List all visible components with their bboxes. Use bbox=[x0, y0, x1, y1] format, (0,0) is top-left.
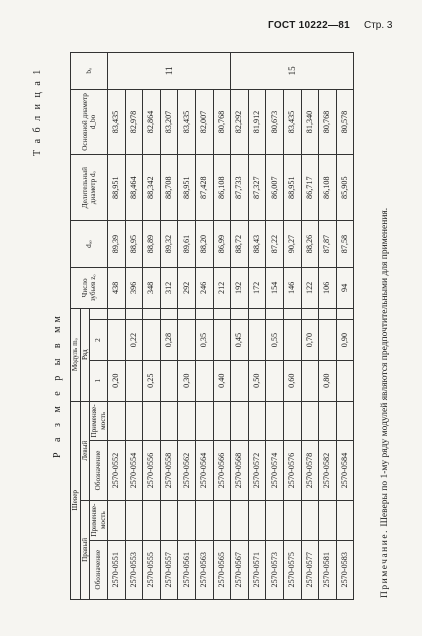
base-diameter-cell: 83,435 bbox=[283, 89, 301, 155]
left-application-cell bbox=[213, 401, 231, 441]
left-designation-cell: 2570-0578 bbox=[301, 441, 319, 500]
right-designation-cell: 2570-0557 bbox=[160, 540, 178, 599]
teeth-count-cell: 438 bbox=[108, 268, 126, 309]
header-module: Модуль mₒ bbox=[71, 308, 81, 401]
module-row-2-cell: 0,70 bbox=[301, 320, 319, 361]
table-row bbox=[319, 53, 337, 600]
right-application-cell bbox=[336, 500, 354, 540]
tip-diameter-cell: 88,72 bbox=[231, 221, 249, 268]
pitch-diameter-cell: 87,327 bbox=[248, 155, 266, 221]
left-application-cell bbox=[160, 401, 178, 441]
base-diameter-cell: 80,768 bbox=[319, 89, 337, 155]
left-designation-cell: 2570-0568 bbox=[231, 441, 249, 500]
header-row: Ряд bbox=[80, 308, 90, 401]
tip-diameter-cell: 88,89 bbox=[143, 221, 161, 268]
module-row-2-cell bbox=[108, 320, 126, 361]
left-designation-cell: 2570-0558 bbox=[160, 441, 178, 500]
base-diameter-cell: 82,007 bbox=[195, 89, 213, 155]
tip-diameter-cell: 87,58 bbox=[336, 221, 354, 268]
module-spacer-cell bbox=[319, 308, 337, 319]
teeth-count-cell: 172 bbox=[248, 268, 266, 309]
left-application-cell bbox=[301, 401, 319, 441]
pitch-diameter-cell: 86,717 bbox=[301, 155, 319, 221]
module-row-1-cell bbox=[195, 360, 213, 401]
right-designation-cell: 2570-0565 bbox=[213, 540, 231, 599]
left-designation-cell: 2570-0554 bbox=[125, 441, 143, 500]
left-application-cell bbox=[178, 401, 196, 441]
module-row-2-cell bbox=[283, 320, 301, 361]
module-row-1-cell: 0,20 bbox=[108, 360, 126, 401]
module-spacer-cell bbox=[283, 308, 301, 319]
module-spacer-cell bbox=[231, 308, 249, 319]
table-row bbox=[178, 53, 196, 600]
left-application-cell bbox=[231, 401, 249, 441]
module-spacer-cell bbox=[195, 308, 213, 319]
bo-cell: 15 bbox=[231, 53, 354, 90]
tip-diameter-cell: 89,39 bbox=[108, 221, 126, 268]
right-application-cell bbox=[266, 500, 284, 540]
tip-diameter-cell: 90,27 bbox=[283, 221, 301, 268]
right-application-cell bbox=[283, 500, 301, 540]
module-row-2-cell bbox=[248, 320, 266, 361]
right-designation-cell: 2570-0573 bbox=[266, 540, 284, 599]
module-row-2-cell: 0,22 bbox=[125, 320, 143, 361]
tip-diameter-cell: 89,61 bbox=[178, 221, 196, 268]
module-row-1-cell: 0,60 bbox=[283, 360, 301, 401]
header-row-1: 1 bbox=[90, 360, 108, 401]
teeth-count-cell: 312 bbox=[160, 268, 178, 309]
module-row-1-cell bbox=[266, 360, 284, 401]
tip-diameter-cell: 88,43 bbox=[248, 221, 266, 268]
right-designation-cell: 2570-0553 bbox=[125, 540, 143, 599]
left-designation-cell: 2570-0574 bbox=[266, 441, 284, 500]
table-row bbox=[143, 53, 161, 600]
table-row bbox=[231, 53, 249, 600]
header-row-spacer bbox=[90, 308, 108, 319]
base-diameter-cell: 82,864 bbox=[143, 89, 161, 155]
table-row bbox=[108, 53, 126, 600]
base-diameter-cell: 82,292 bbox=[231, 89, 249, 155]
pitch-diameter-cell: 88,342 bbox=[143, 155, 161, 221]
left-designation-cell: 2570-0564 bbox=[195, 441, 213, 500]
left-application-cell bbox=[248, 401, 266, 441]
left-designation-cell: 2570-0556 bbox=[143, 441, 161, 500]
right-designation-cell: 2570-0563 bbox=[195, 540, 213, 599]
tip-diameter-cell: 87,22 bbox=[266, 221, 284, 268]
footnote bbox=[380, 208, 390, 598]
table-row bbox=[266, 53, 284, 600]
pitch-diameter-cell: 86,007 bbox=[266, 155, 284, 221]
left-designation-cell: 2570-0566 bbox=[213, 441, 231, 500]
right-application-cell bbox=[160, 500, 178, 540]
right-application-cell bbox=[213, 500, 231, 540]
right-designation-cell: 2570-0551 bbox=[108, 540, 126, 599]
pitch-diameter-cell: 87,428 bbox=[195, 155, 213, 221]
page-number: Стр. 3 bbox=[364, 20, 393, 31]
right-application-cell bbox=[231, 500, 249, 540]
pitch-diameter-cell: 87,733 bbox=[231, 155, 249, 221]
header-left-application: Применяе-мость bbox=[90, 401, 108, 441]
module-row-1-cell: 0,80 bbox=[319, 360, 337, 401]
base-diameter-cell: 81,340 bbox=[301, 89, 319, 155]
tip-diameter-cell: 88,26 bbox=[301, 221, 319, 268]
module-row-2-cell bbox=[319, 320, 337, 361]
left-designation-cell: 2570-0572 bbox=[248, 441, 266, 500]
module-row-2-cell bbox=[143, 320, 161, 361]
base-diameter-cell: 80,578 bbox=[336, 89, 354, 155]
module-row-1-cell: 0,30 bbox=[178, 360, 196, 401]
module-row-1-cell bbox=[336, 360, 354, 401]
module-row-2-cell bbox=[178, 320, 196, 361]
right-application-cell bbox=[143, 500, 161, 540]
teeth-count-cell: 396 bbox=[125, 268, 143, 309]
table-row bbox=[248, 53, 266, 600]
header-left: Левый bbox=[80, 401, 90, 500]
base-diameter-cell: 83,207 bbox=[160, 89, 178, 155]
table-body bbox=[108, 53, 354, 600]
right-designation-cell: 2570-0575 bbox=[283, 540, 301, 599]
header-bo: bₒ bbox=[71, 53, 108, 90]
left-designation-cell: 2570-0552 bbox=[108, 441, 126, 500]
teeth-count-cell: 122 bbox=[301, 268, 319, 309]
table-row bbox=[336, 53, 354, 600]
module-row-2-cell: 0,55 bbox=[266, 320, 284, 361]
base-diameter-cell: 80,768 bbox=[213, 89, 231, 155]
header-right-application: Применяе-мость bbox=[90, 500, 108, 540]
bo-cell: 11 bbox=[108, 53, 231, 90]
pitch-diameter-cell: 88,951 bbox=[283, 155, 301, 221]
header-right-designation: Обозначение bbox=[90, 540, 108, 599]
teeth-count-cell: 94 bbox=[336, 268, 354, 309]
module-spacer-cell bbox=[248, 308, 266, 319]
module-row-2-cell: 0,45 bbox=[231, 320, 249, 361]
table-row bbox=[301, 53, 319, 600]
pitch-diameter-cell: 88,951 bbox=[178, 155, 196, 221]
module-spacer-cell bbox=[178, 308, 196, 319]
pitch-diameter-cell: 88,464 bbox=[125, 155, 143, 221]
header-base-diameter: Основной диаметр d_bо bbox=[71, 89, 108, 155]
header-shever: Шевер bbox=[71, 401, 81, 599]
pitch-diameter-cell: 88,708 bbox=[160, 155, 178, 221]
module-row-1-cell bbox=[160, 360, 178, 401]
module-row-1-cell bbox=[231, 360, 249, 401]
pitch-diameter-cell: 86,108 bbox=[213, 155, 231, 221]
table-row bbox=[283, 53, 301, 600]
base-diameter-cell: 82,978 bbox=[125, 89, 143, 155]
teeth-count-cell: 154 bbox=[266, 268, 284, 309]
left-application-cell bbox=[108, 401, 126, 441]
module-spacer-cell bbox=[213, 308, 231, 319]
tip-diameter-cell: 88,20 bbox=[195, 221, 213, 268]
module-spacer-cell bbox=[160, 308, 178, 319]
tip-diameter-cell: 88,95 bbox=[125, 221, 143, 268]
module-row-2-cell bbox=[213, 320, 231, 361]
right-designation-cell: 2570-0555 bbox=[143, 540, 161, 599]
teeth-count-cell: 212 bbox=[213, 268, 231, 309]
right-designation-cell: 2570-0581 bbox=[319, 540, 337, 599]
header-right: Правый bbox=[80, 500, 90, 599]
teeth-count-cell: 292 bbox=[178, 268, 196, 309]
tip-diameter-cell: 89,32 bbox=[160, 221, 178, 268]
rotated-content bbox=[30, 48, 420, 608]
header-teeth: Число зубьев zₒ bbox=[71, 268, 108, 309]
right-application-cell bbox=[248, 500, 266, 540]
right-designation-cell: 2570-0571 bbox=[248, 540, 266, 599]
pitch-diameter-cell: 86,108 bbox=[319, 155, 337, 221]
tip-diameter-cell: 87,87 bbox=[319, 221, 337, 268]
left-application-cell bbox=[283, 401, 301, 441]
teeth-count-cell: 106 bbox=[319, 268, 337, 309]
right-application-cell bbox=[108, 500, 126, 540]
teeth-count-cell: 348 bbox=[143, 268, 161, 309]
left-application-cell bbox=[195, 401, 213, 441]
left-application-cell bbox=[266, 401, 284, 441]
left-designation-cell: 2570-0584 bbox=[336, 441, 354, 500]
left-designation-cell: 2570-0582 bbox=[319, 441, 337, 500]
base-diameter-cell: 83,435 bbox=[108, 89, 126, 155]
base-diameter-cell: 80,673 bbox=[266, 89, 284, 155]
left-application-cell bbox=[125, 401, 143, 441]
teeth-count-cell: 192 bbox=[231, 268, 249, 309]
left-designation-cell: 2570-0576 bbox=[283, 441, 301, 500]
left-application-cell bbox=[336, 401, 354, 441]
right-designation-cell: 2570-0577 bbox=[301, 540, 319, 599]
module-spacer-cell bbox=[266, 308, 284, 319]
module-spacer-cell bbox=[125, 308, 143, 319]
module-row-2-cell: 0,35 bbox=[195, 320, 213, 361]
pitch-diameter-cell: 88,951 bbox=[108, 155, 126, 221]
footnote-lead: Примечание. bbox=[380, 529, 390, 598]
module-spacer-cell bbox=[301, 308, 319, 319]
module-row-1-cell: 0,50 bbox=[248, 360, 266, 401]
module-row-2-cell: 0,28 bbox=[160, 320, 178, 361]
base-diameter-cell: 83,435 bbox=[178, 89, 196, 155]
left-application-cell bbox=[319, 401, 337, 441]
table-row bbox=[213, 53, 231, 600]
table-row bbox=[160, 53, 178, 600]
right-application-cell bbox=[125, 500, 143, 540]
module-spacer-cell bbox=[336, 308, 354, 319]
right-application-cell bbox=[195, 500, 213, 540]
right-application-cell bbox=[301, 500, 319, 540]
teeth-count-cell: 146 bbox=[283, 268, 301, 309]
right-designation-cell: 2570-0567 bbox=[231, 540, 249, 599]
right-application-cell bbox=[178, 500, 196, 540]
right-application-cell bbox=[319, 500, 337, 540]
module-row-1-cell: 0,25 bbox=[143, 360, 161, 401]
teeth-count-cell: 246 bbox=[195, 268, 213, 309]
module-row-2-cell: 0,90 bbox=[336, 320, 354, 361]
left-designation-cell: 2570-0562 bbox=[178, 441, 196, 500]
module-row-1-cell: 0,40 bbox=[213, 360, 231, 401]
pitch-diameter-cell: 85,905 bbox=[336, 155, 354, 221]
footnote-text: Шеверы по 1-му ряду модулей являются предпочтительными для применения. bbox=[380, 207, 390, 530]
left-application-cell bbox=[143, 401, 161, 441]
module-row-1-cell bbox=[301, 360, 319, 401]
header-left-designation: Обозначение bbox=[90, 441, 108, 500]
table-row bbox=[125, 53, 143, 600]
right-designation-cell: 2570-0583 bbox=[336, 540, 354, 599]
page-header bbox=[0, 20, 422, 36]
module-spacer-cell bbox=[143, 308, 161, 319]
module-row-1-cell bbox=[125, 360, 143, 401]
tip-diameter-cell: 86,99 bbox=[213, 221, 231, 268]
right-designation-cell: 2570-0561 bbox=[178, 540, 196, 599]
header-pitch-diameter: Делительный диаметр dₒ bbox=[71, 155, 108, 221]
table-row bbox=[195, 53, 213, 600]
table-caption: Р а з м е р ы в мм bbox=[52, 312, 63, 458]
shaver-dimensions-table bbox=[70, 52, 354, 600]
base-diameter-cell: 81,912 bbox=[248, 89, 266, 155]
module-spacer-cell bbox=[108, 308, 126, 319]
table-title: Т а б л и ц а 1 bbox=[32, 67, 43, 156]
header-row-2: 2 bbox=[90, 320, 108, 361]
header-dao: dₐₒ bbox=[71, 221, 108, 268]
standard-number: ГОСТ 10222—81 bbox=[268, 20, 351, 31]
